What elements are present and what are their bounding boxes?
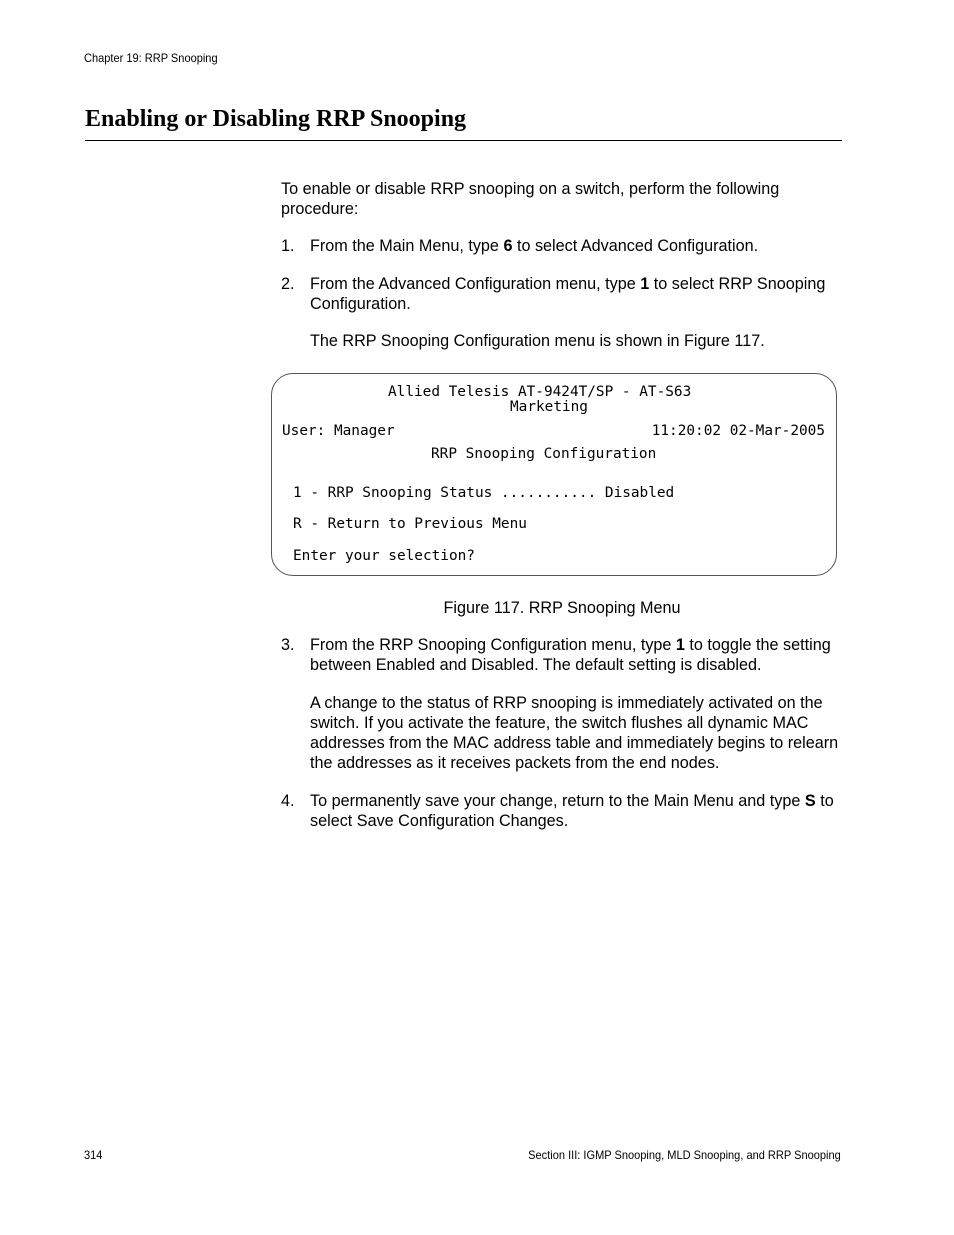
terminal-datetime: 11:20:02 02-Mar-2005 (651, 423, 825, 439)
footer-section-title: Section III: IGMP Snooping, MLD Snooping, and RRP Snooping (528, 1148, 841, 1162)
page-number: 314 (84, 1148, 103, 1162)
menu-option-return: R - Return to Previous Menu (293, 516, 527, 532)
step-number: 4. (281, 792, 295, 810)
section-title: Enabling or Disabling RRP Snooping (85, 106, 467, 132)
step-text: From the RRP Snooping Configuration menu, type 1 to toggle the setting between Enabled and Disabled. The default setting is disabled. (310, 636, 831, 674)
intro-paragraph: To enable or disable RRP snooping on a switch, perform the following procedure: (281, 180, 780, 218)
title-rule (85, 140, 842, 141)
terminal-title: Allied Telesis AT-9424T/SP - AT-S63 (388, 384, 692, 400)
step-3-note: A change to the status of RRP snooping is immediately activated on the switch. If you activate the feature, the switch flushes all dynamic MAC addresses from the MAC address table and immediately begins to relearn the addresses as it receives packets from the end nodes. (310, 694, 839, 772)
step-2-note: The RRP Snooping Configuration menu is shown in Figure 117. (310, 332, 765, 350)
terminal-screen (271, 373, 837, 576)
key-label: 1 (640, 275, 650, 293)
step-text: From the Advanced Configuration menu, type 1 to select RRP Snooping Configuration. (310, 275, 826, 313)
menu-option-rrp-status: 1 - RRP Snooping Status ........... Disabled (293, 485, 675, 501)
step-number: 2. (281, 275, 295, 293)
figure-caption: Figure 117. RRP Snooping Menu (443, 599, 681, 617)
key-label: 1 (675, 636, 685, 654)
key-label: 6 (503, 237, 513, 255)
terminal-user: User: Manager (282, 423, 395, 439)
step-number: 1. (281, 237, 295, 255)
step-number: 3. (281, 636, 295, 654)
terminal-prompt: Enter your selection? (293, 548, 475, 564)
terminal-location: Marketing (510, 399, 588, 415)
step-text: From the Main Menu, type 6 to select Advanced Configuration. (310, 237, 759, 255)
key-label: S (804, 792, 816, 810)
step-text: To permanently save your change, return to the Main Menu and type S to select Save Configuration Changes. (310, 792, 834, 830)
running-header: Chapter 19: RRP Snooping (84, 51, 218, 65)
terminal-menu-title: RRP Snooping Configuration (431, 446, 657, 462)
